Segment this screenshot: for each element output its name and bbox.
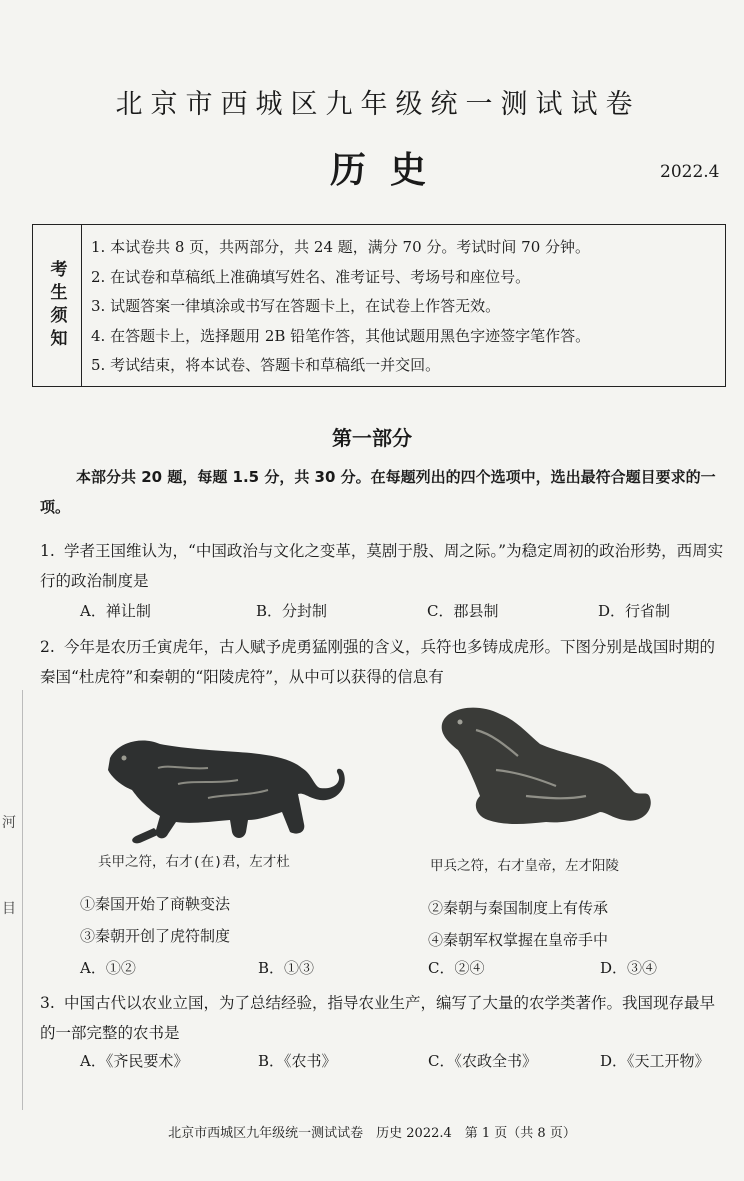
notice-item: 1. 本试卷共 8 页，共两部分，共 24 题，满分 70 分。考试时间 70 分钟。 [91,238,591,256]
question-2 [40,632,730,692]
question-number: 2. [40,638,55,656]
question-number: 1. [40,542,55,560]
question-number: 3. [40,994,55,1012]
yangling-tiger-caption: 甲兵之符，右才皇帝，左才阳陵 [430,858,619,874]
option-a: A．《齐民要术》 [80,1052,189,1070]
option-d: D．行省制 [598,602,671,620]
notice-item: 5. 考试结束，将本试卷、答题卡和草稿纸一并交回。 [91,356,441,374]
subject-heading: 历史 [330,149,451,191]
question-text: 中国古代以农业立国，为了总结经验，指导农业生产，编写了大量的农学类著作。我国现存最早的一部完整的农书是 [40,994,716,1042]
exam-title: 北京市西城区九年级统一测试试卷 [115,89,641,120]
question-text: 今年是农历壬寅虎年，古人赋予虎勇猛刚强的含义，兵符也多铸成虎形。下图分别是战国时期的秦国“杜虎符”和秦朝的“阳陵虎符”，从中可以获得的信息有 [40,638,716,686]
du-tiger-tally-image [98,728,348,848]
notice-label: 考生须知 [46,259,67,352]
exam-date: 2022.4 [660,162,720,182]
question-1 [40,536,730,596]
question-3-options [80,1050,730,1078]
question-1-options [80,600,730,628]
binding-edge-line [22,690,23,1110]
option-b: B．《农书》 [258,1052,337,1070]
statement-1: ①秦国开始了商鞅变法 [80,895,231,913]
option-d: D．《天工开物》 [600,1052,710,1070]
notice-item: 4. 在答题卡上，选择题用 2B 铅笔作答，其他试题用黑色字迹签字笔作答。 [91,326,591,345]
statement-2: ②秦朝与秦国制度上有传承 [428,899,609,917]
option-c: C．《农政全书》 [428,1052,537,1070]
question-3 [40,988,730,1048]
option-d: D．③④ [600,959,658,977]
option-c: C．郡县制 [427,602,499,620]
notice-item: 3. 试题答案一律填涂或书写在答题卡上，在试卷上作答无效。 [91,297,501,315]
option-b: B．①③ [258,959,315,977]
option-a: A．①② [80,959,136,977]
side-mark: 河 [2,815,16,831]
statement-3: ③秦朝开创了虎符制度 [80,927,231,945]
notice-list [91,233,719,381]
option-a: A．禅让制 [80,602,151,620]
du-tiger-caption: 兵甲之符，右才(在)君，左才杜 [98,854,290,870]
notice-label-cell [33,225,82,386]
notice-item: 2. 在试卷和草稿纸上准确填写姓名、准考证号、考场号和座位号。 [91,267,531,286]
candidate-notice-box [32,224,726,387]
statement-4: ④秦朝军权掌握在皇帝手中 [428,931,609,949]
yangling-tiger-tally-image [436,700,656,840]
option-c: C．②④ [428,959,485,977]
question-2-options [80,957,730,985]
part-one-instructions: 本部分共 20 题，每题 1.5 分，共 30 分。在每题列出的四个选项中，选出最符合题目要求的一项。 [40,468,716,516]
option-b: B．分封制 [256,602,328,620]
question-text: 学者王国维认为，“中国政治与文化之变革，莫剧于殷、周之际。”为稳定周初的政治形势，西周实行的政治制度是 [40,542,724,590]
part-one-title: 第一部分 [332,426,412,450]
page-footer: 北京市西城区九年级统一测试试卷 历史 2022.4 第 1 页（共 8 页） [168,1126,576,1141]
side-mark: 目 [2,901,16,917]
